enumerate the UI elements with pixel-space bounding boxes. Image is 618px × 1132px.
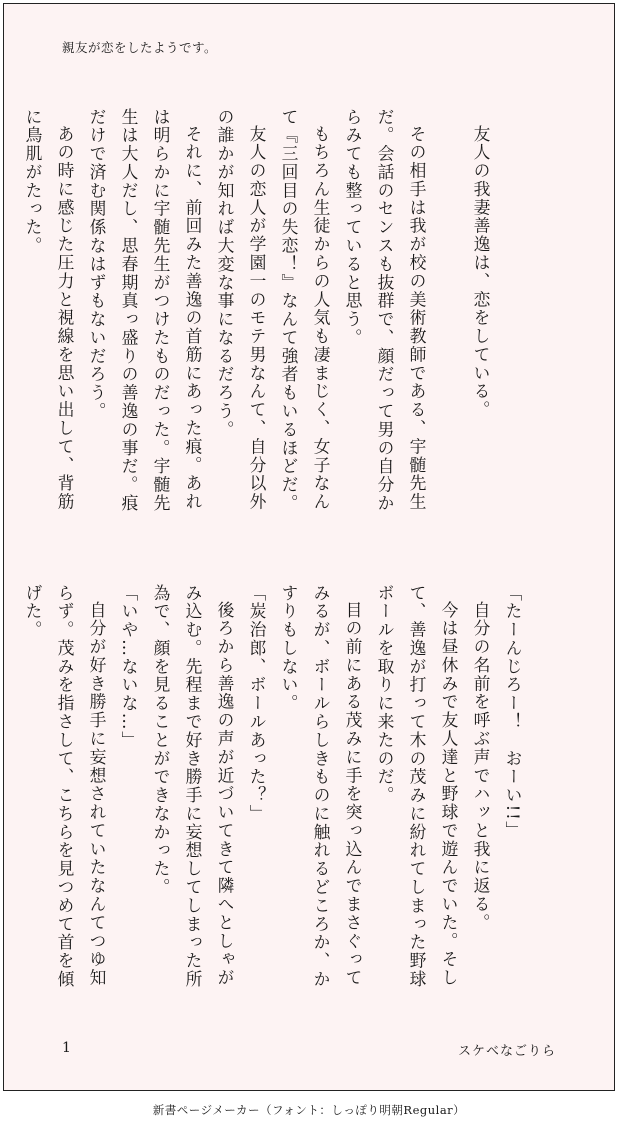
book-page [3, 3, 615, 1091]
paragraph: 今は昼休みで友人達と野球で遊んでいた。そして、善逸が打って木の茂みに紛れてしまった野球ボールを取りに来たのだ。 [375, 584, 459, 989]
dialogue-line: 「炭治郎、ボールあった？」 [247, 584, 267, 824]
text-block-lower [23, 584, 529, 1004]
paragraph: 目の前にある茂みに手を突っ込んでまさぐってみるが、ボールらしきものに触れるどころか、かすりもしない。 [279, 584, 363, 989]
paragraph: 自分の名前を呼ぶ声でハッと我に返る。 [471, 600, 491, 932]
generator-credit: 新書ページメーカー（フォント：しっぽり明朝Regular） [152, 1103, 466, 1117]
paragraph: その相手は我が校の美術教師である、宇髄先生だ。会話のセンスも抜群で、顔だって男の自分からみても整っていると思う。 [343, 108, 427, 513]
dialogue-line: 「いや…ないな…」 [119, 584, 139, 750]
text-block-upper [23, 108, 529, 528]
paragraph: 後ろから善逸の声が近づいてきて隣へとしゃがみ込む。先程まで好き勝手に妄想してしまった所為で、顔を見ることができなかった。 [151, 584, 235, 989]
paragraph: もちろん生徒からの人気も凄まじく、女子なんて『三回目の失恋！』なんて強者もいるほどだ。 [279, 108, 331, 513]
dialogue-line: 「たーんじろー！ おーい!!」 [503, 584, 523, 840]
paragraph: 友人の我妻善逸は、恋をしている。 [471, 124, 491, 420]
page-header-title: 親友が恋をしたようです。 [62, 40, 218, 55]
author-name: スケベなごりら [457, 1044, 556, 1059]
paragraph: 自分が好き勝手に妄想されていたなんてつゆ知らず。茂みを指さして、こちらを見つめて首を傾げた。 [23, 584, 107, 989]
paragraph: それに、前回みた善逸の首筋にあった痕。あれは明らかに宇髄先生がつけたものだった。宇髄先生は大人だし、思春期真っ盛りの善逸の事だ。痕だけで済む関係なはずもないだろう。 [87, 108, 203, 513]
paragraph: あの時に感じた圧力と視線を思い出して、背筋に鳥肌がたった。 [23, 108, 75, 511]
paragraph [433, 108, 465, 528]
paragraph [497, 108, 529, 528]
paragraph: 友人の恋人が学園一のモテ男なんて、自分以外の誰かが知れば大変な事になるだろう。 [215, 108, 267, 511]
page-number: 1 [62, 1040, 71, 1056]
